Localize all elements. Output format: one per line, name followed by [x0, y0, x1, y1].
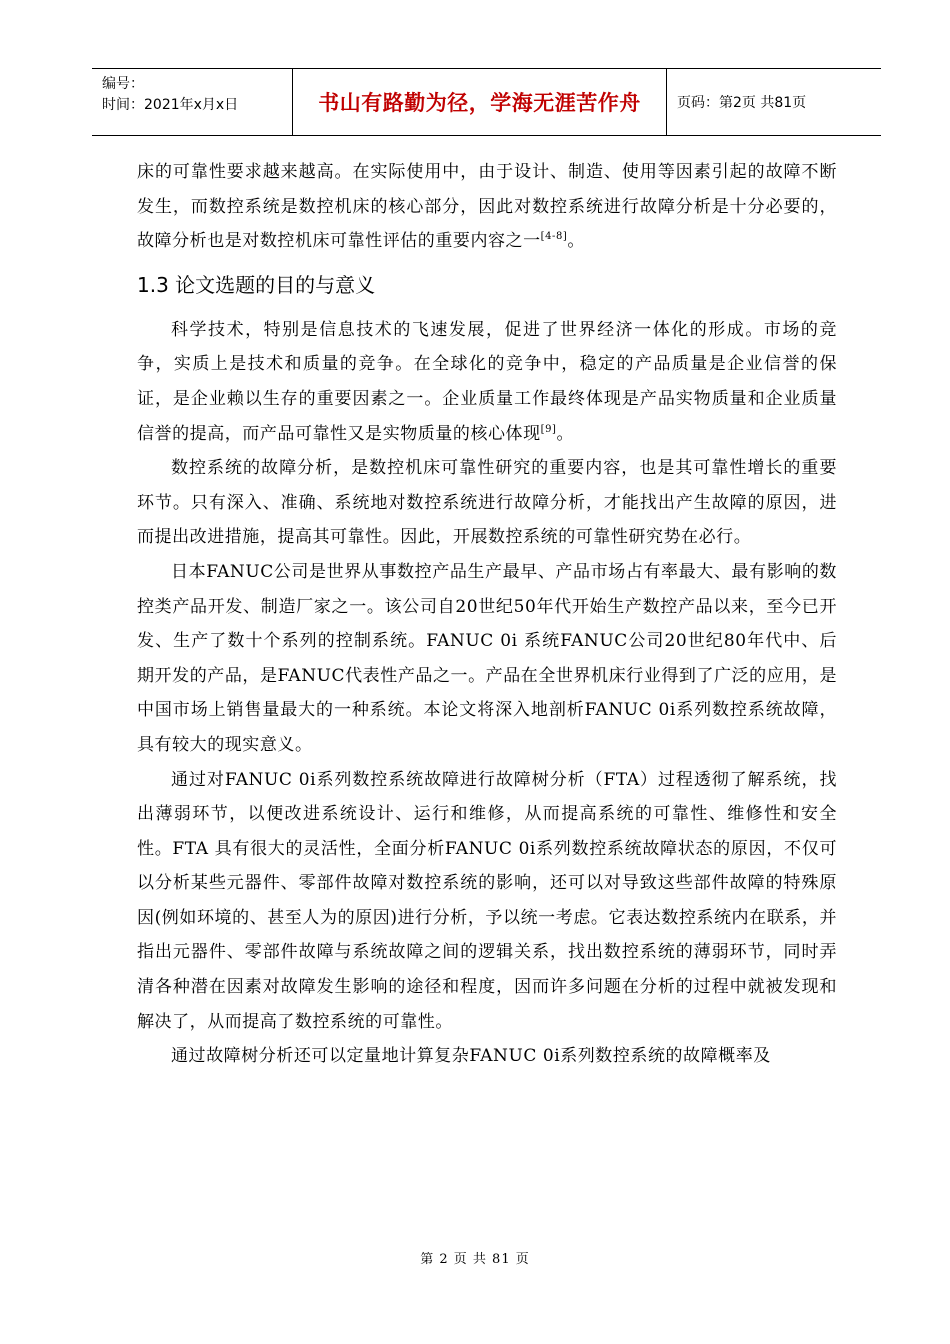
paragraph-continuation	[137, 155, 837, 259]
header-page-number: 页码：第2页 共81页	[677, 95, 807, 111]
paragraph: 数控系统的故障分析，是数控机床可靠性研究的重要内容，也是其可靠性增长的重要环节。只有深入、准确、系统地对数控系统进行故障分析，才能找出产生故障的原因，进而提出改进措施，提高其可靠性。因此，开展数控系统的可靠性研究势在必行。	[137, 458, 837, 548]
section-heading: 1.3 论文选题的目的与意义	[137, 272, 376, 297]
page-header	[92, 68, 881, 136]
document-body	[137, 155, 837, 1074]
paragraph-end: 。	[567, 231, 585, 252]
time-label: 时间：2021年x月x日	[102, 97, 239, 113]
paragraph-end: 。	[556, 423, 575, 444]
paragraph-text: 科学技术，特别是信息技术的飞速发展，促进了世界经济一体化的形成。市场的竞争，实质上是技术和质量的竞争。在全球化的竞争中，稳定的产品质量是企业信誉的保证，是企业赖以生存的重要因素之一。企业质量工作最终体现是产品实物质量和企业质量信誉的提高，而产品可靠性又是实物质量的核心体现	[137, 319, 837, 444]
citation-ref: [9]	[540, 423, 557, 435]
page-footer: 第 2 页 共 81 页	[420, 1252, 530, 1267]
number-label: 编号：	[102, 76, 144, 92]
header-motto: 书山有路勤为径，学海无涯苦作舟	[292, 69, 667, 135]
paragraph: 日本FANUC公司是世界从事数控产品生产最早、产品市场占有率最大、最有影响的数控类产品开发、制造厂家之一。该公司自20世纪50年代开始生产数控产品以来，至今已开发、生产了数十个系列的控制系统。FANUC 0i 系统FANUC公司20世纪80年代中、后期开发的产品，是FANUC代表性产品之一。产品在全世界机床行业得到了广泛的应用，是中国市场上销售量最大的一种系统。本论文将深入地剖析FANUC 0i系列数控系统故障，具有较大的现实意义。	[137, 561, 837, 755]
paragraph-text: 床的可靠性要求越来越高。在实际使用中，由于设计、制造、使用等因素引起的故障不断发生，而数控系统是数控机床的核心部分，因此对数控系统进行故障分析是十分必要的，故障分析也是对数控机床可靠性评估的重要内容之一	[137, 162, 837, 252]
paragraph: 通过故障树分析还可以定量地计算复杂FANUC 0i系列数控系统的故障概率及	[171, 1046, 771, 1067]
paragraph	[137, 313, 837, 451]
paragraph: 通过对FANUC 0i系列数控系统故障进行故障树分析（FTA）过程透彻了解系统，找出薄弱环节，以便改进系统设计、运行和维修，从而提高系统的可靠性、维修性和安全性。FTA 具有很大的灵活性，全面分析FANUC 0i系列数控系统故障状态的原因，不仅可以分析某些元器件、零部件故障对数控系统的影响，还可以对导致这些部件故障的特殊原因(例如环境的、甚至人为的原因)进行分析，予以统一考虑。它表达数控系统内在联系，并指出元器件、零部件故障与系统故障之间的逻辑关系，找出数控系统的薄弱环节，同时弄清各种潜在因素对故障发生影响的途径和程度，因而许多问题在分析的过程中就被发现和解决了，从而提高了数控系统的可靠性。	[137, 769, 837, 1032]
header-info	[92, 69, 292, 135]
citation-ref: [4-8]	[540, 231, 568, 243]
